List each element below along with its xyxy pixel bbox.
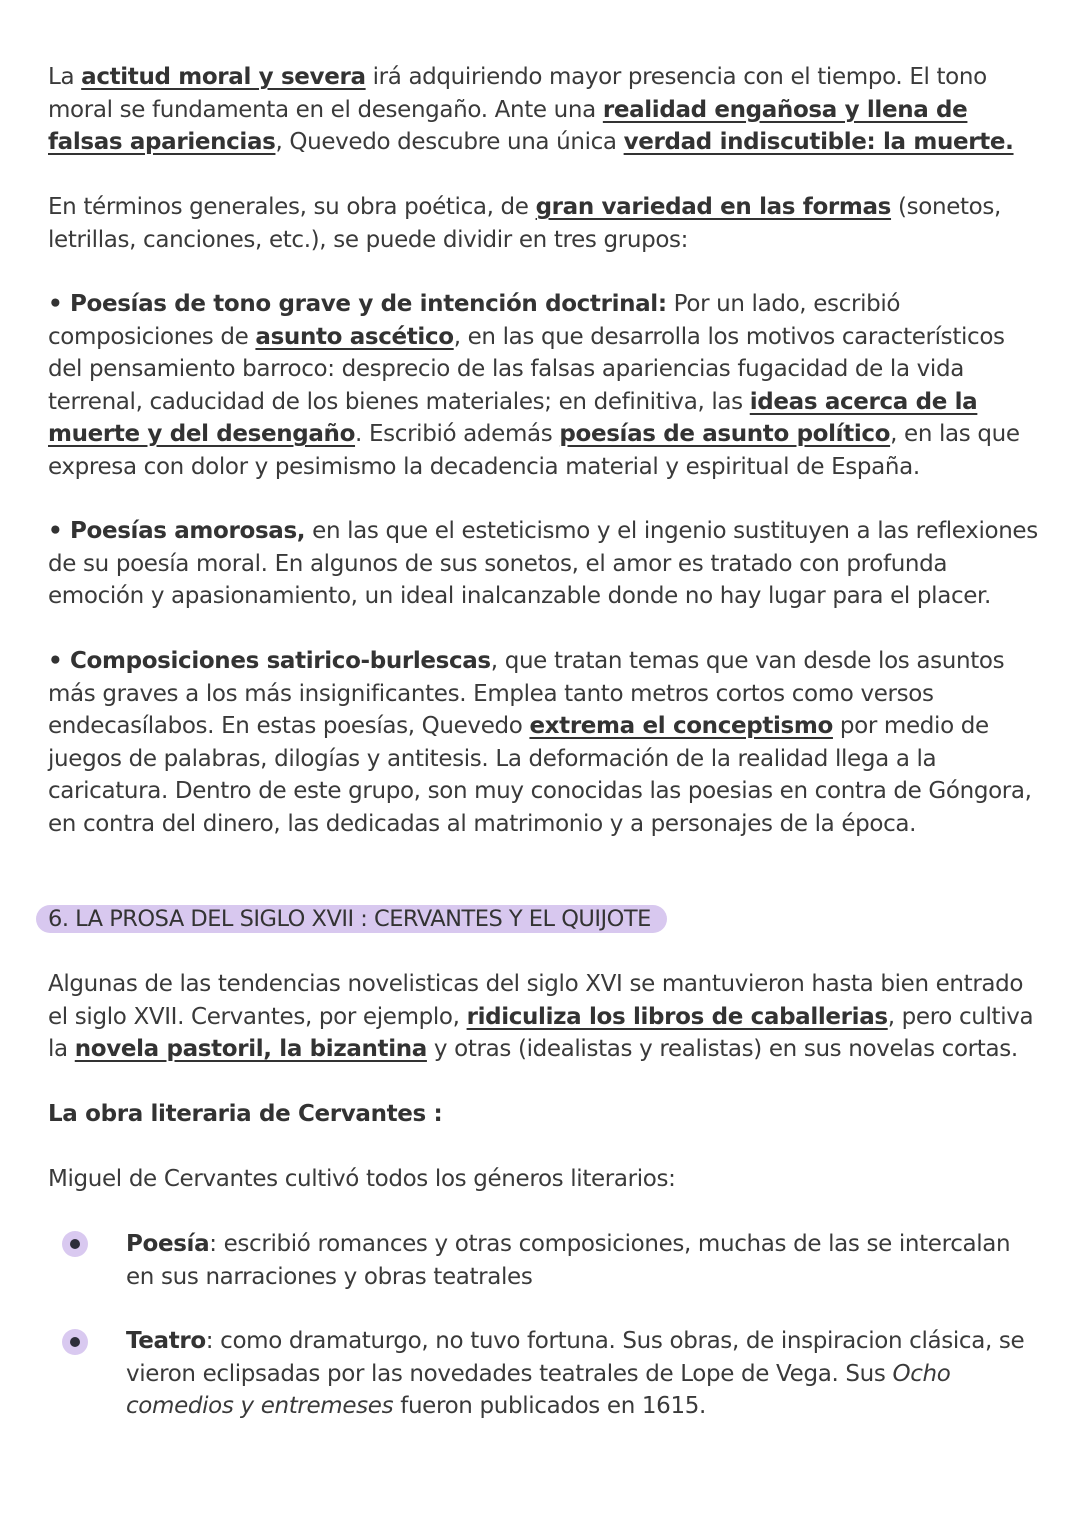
- section-heading: 6. LA PROSA DEL SIGLO XVII : CERVANTES Y EL QUIJOTE: [36, 905, 667, 933]
- underlined-phrase: ideas acerca de la muerte y del desengaño: [48, 388, 978, 447]
- list-item-poesia: Poesía: escribió romances y otras composiciones, muchas de las se intercalan en sus narraciones y obras teatrales: [126, 1231, 1011, 1290]
- paragraph-moral-tone: La actitud moral y severa irá adquiriendo mayor presencia con el tiempo. El tono moral se fundamenta en el desengaño. Ante una realidad engañosa y llena de falsas apariencias, Quevedo descubre una única verdad indiscutible: la muerte.: [48, 64, 1014, 155]
- paragraph-poetic-work: En términos generales, su obra poética, de gran variedad en las formas (sonetos, letrillas, canciones, etc.), se puede dividir en tres grupos:: [48, 194, 1001, 253]
- italic-title: Ocho comedios y entremeses: [126, 1360, 951, 1419]
- paragraph-doctrinal-poetry: • Poesías de tono grave y de intención doctrinal: Por un lado, escribió composiciones de asunto ascético, en las que desarrolla los motivos característicos del pensamiento barroco: desprecio de las falsas apariencias fugacidad de la vida terrenal, caducidad de los bienes materiales; en definitiva, las ideas acerca de la muerte y del desengaño. Escribió además poesías de asunto político, en las que expresa con dolor y pesimismo la decadencia material y espiritual de España.: [48, 291, 1020, 480]
- bullet-title: • Poesías de tono grave y de intención doctrinal:: [48, 291, 667, 317]
- list-item-label: Teatro: [126, 1328, 206, 1354]
- underlined-phrase: asunto ascético: [255, 323, 454, 350]
- underlined-phrase: actitud moral y severa: [81, 64, 366, 90]
- bullet-title: • Poesías amorosas,: [48, 518, 306, 544]
- underlined-phrase: gran variedad en las formas: [535, 194, 892, 220]
- bullet-title: • Composiciones satirico-burlescas: [48, 648, 491, 674]
- paragraph-satirical-poetry: • Composiciones satirico-burlescas, que tratan temas que van desde los asuntos más graves a los más insignificantes. Emplea tanto metros cortos como versos endecasílabos. En estas poesías, Quevedo extrema el conceptismo por medio de juegos de palabras, dilogías y antitesis. La deformación de la realidad llega a la caricatura. Dentro de este grupo, son muy conocidas las poesias en contra de Góngora, en contra del dinero, las dedicadas al matrimonio y a personajes de la época.: [48, 648, 1032, 837]
- underlined-phrase: extrema el conceptismo: [529, 713, 833, 739]
- bullet-dot-icon: [62, 1231, 88, 1257]
- bullet-dot-icon: [62, 1329, 88, 1355]
- list-item-label: Poesía: [126, 1231, 210, 1257]
- paragraph-genres-intro: Miguel de Cervantes cultivó todos los géneros literarios:: [48, 1166, 676, 1192]
- subheading-cervantes-work: La obra literaria de Cervantes :: [48, 1101, 443, 1127]
- underlined-phrase: verdad indiscutible: la muerte.: [623, 129, 1014, 155]
- underlined-phrase: realidad engañosa y llena de falsas apariencias: [48, 96, 968, 155]
- list-item-teatro: Teatro: como dramaturgo, no tuvo fortuna. Sus obras, de inspiracion clásica, se vieron eclipsadas por las novedades teatrales de Lope de Vega. Sus Ocho comedios y entremeses fueron publicados en 1615.: [126, 1328, 1025, 1419]
- underlined-phrase: poesías de asunto político: [559, 421, 891, 447]
- underlined-phrase: ridiculiza los libros de caballerias: [466, 1003, 888, 1030]
- underlined-phrase: novela pastoril, la bizantina: [74, 1036, 427, 1062]
- paragraph-prose-tendencies: Algunas de las tendencias novelisticas del siglo XVI se mantuvieron hasta bien entrado el siglo XVII. Cervantes, por ejemplo, ridiculiza los libros de caballerias, pero cultiva la novela pastoril, la bizantina y otras (idealistas y realistas) en sus novelas cortas.: [48, 971, 1034, 1062]
- paragraph-love-poetry: • Poesías amorosas, en las que el esteticismo y el ingenio sustituyen a las reflexiones de su poesía moral. En algunos de sus sonetos, el amor es tratado con profunda emoción y apasionamiento, un ideal inalcanzable donde no hay lugar para el placer.: [48, 518, 1038, 609]
